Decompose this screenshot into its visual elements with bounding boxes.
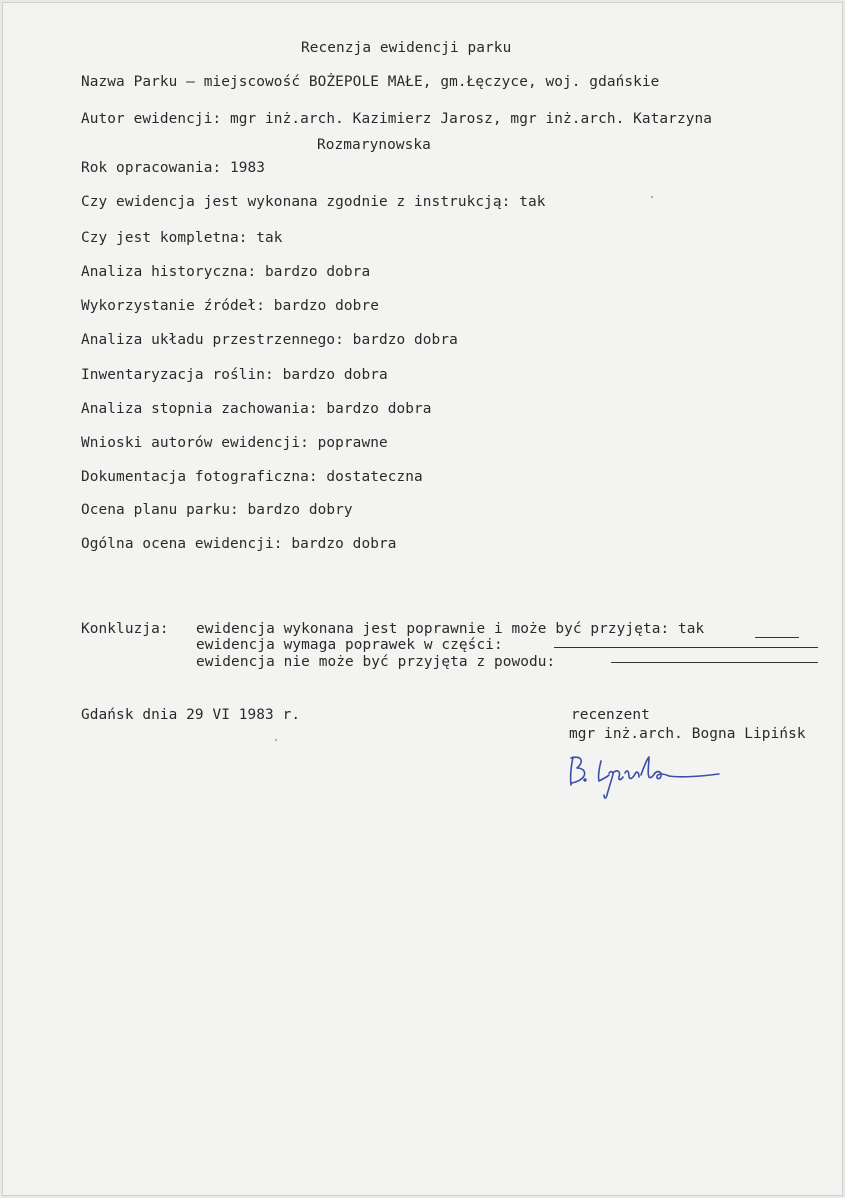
field-overall-rating: Ogólna ocena ewidencji: bardzo dobra <box>81 536 397 552</box>
conclusion-line-rejected: ewidencja nie może być przyjęta z powodu: <box>196 654 556 670</box>
handwritten-signature <box>563 749 753 809</box>
field-year: Rok opracowania: 1983 <box>81 160 266 176</box>
underline-tak <box>755 637 799 638</box>
field-author-continuation: Rozmarynowska <box>317 137 431 153</box>
reviewer-name: mgr inż.arch. Bogna Lipińsk <box>569 726 806 742</box>
field-historical-analysis: Analiza historyczna: bardzo dobra <box>81 264 371 280</box>
field-photo-documentation: Dokumentacja fotograficzna: dostateczna <box>81 469 423 485</box>
field-park-name: Nazwa Parku – miejscowość BOŻEPOLE MAŁE, gm.Łęczyce, woj. gdańskie <box>81 74 660 90</box>
blank-line-corrections <box>554 647 818 648</box>
conclusion-label: Konkluzja: <box>81 621 169 637</box>
document-page <box>2 2 843 1196</box>
field-preservation-analysis: Analiza stopnia zachowania: bardzo dobra <box>81 401 432 417</box>
conclusion-line-accepted: ewidencja wykonana jest poprawnie i może być przyjęta: tak <box>196 621 705 637</box>
paper-speck <box>275 739 277 741</box>
field-conclusions: Wnioski autorów ewidencji: poprawne <box>81 435 388 451</box>
field-author: Autor ewidencji: mgr inż.arch. Kazimierz Jarosz, mgr inż.arch. Katarzyna <box>81 111 712 127</box>
field-completeness: Czy jest kompletna: tak <box>81 230 283 246</box>
reviewer-role: recenzent <box>571 707 650 723</box>
conclusion-line-corrections: ewidencja wymaga poprawek w części: <box>196 637 503 653</box>
field-plant-inventory: Inwentaryzacja roślin: bardzo dobra <box>81 367 388 383</box>
field-spatial-analysis: Analiza układu przestrzennego: bardzo dobra <box>81 332 458 348</box>
field-instruction-compliance: Czy ewidencja jest wykonana zgodnie z instrukcją: tak <box>81 194 546 210</box>
field-sources: Wykorzystanie źródeł: bardzo dobre <box>81 298 379 314</box>
blank-line-rejected <box>611 662 818 663</box>
field-park-plan: Ocena planu parku: bardzo dobry <box>81 502 353 518</box>
paper-speck <box>651 196 653 198</box>
document-title: Recenzja ewidencji parku <box>301 40 512 56</box>
place-date: Gdańsk dnia 29 VI 1983 r. <box>81 707 301 723</box>
